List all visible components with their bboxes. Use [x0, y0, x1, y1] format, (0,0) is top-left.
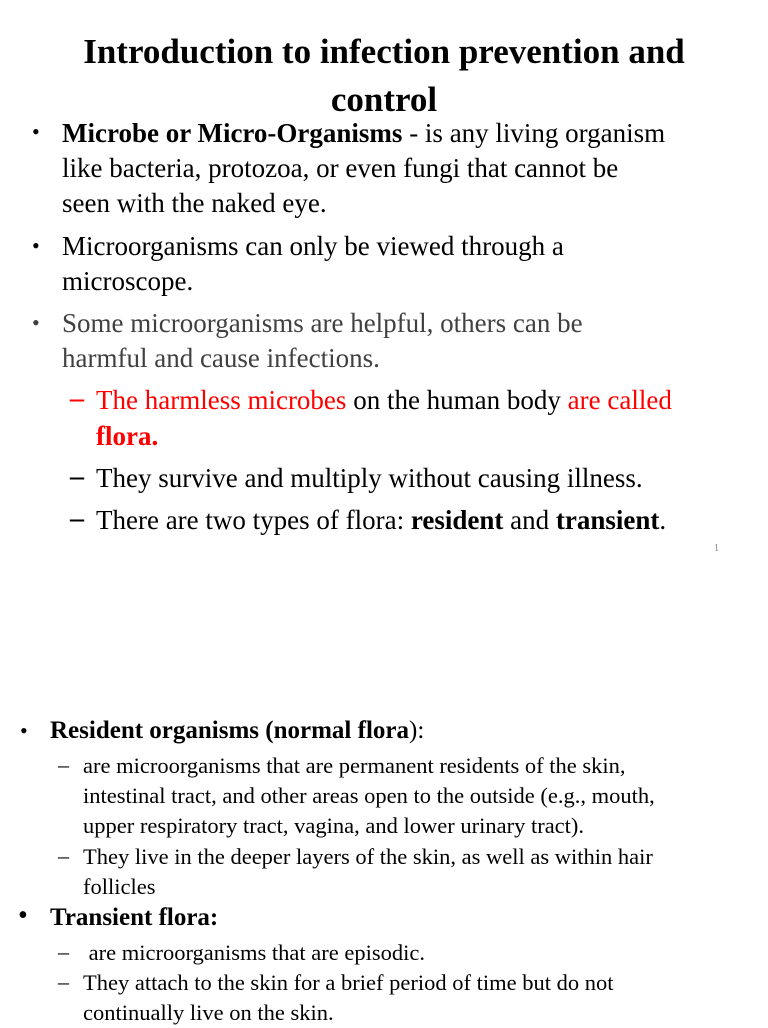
- period-text: .: [659, 505, 667, 535]
- transient-item-1: are microorganisms that are episodic.: [83, 940, 425, 965]
- dash-icon: –: [58, 752, 69, 777]
- heading-close: ):: [409, 717, 425, 744]
- sub-2-text: They survive and multiply without causing illness.: [96, 463, 643, 493]
- bullet-3-line-1: Some microorganisms are helpful, others can be: [62, 308, 583, 338]
- resident-item-1-line-1: are microorganisms that are permanent residents of the skin,: [83, 753, 626, 778]
- dash-icon: –: [58, 843, 69, 868]
- flora-term: flora.: [96, 421, 159, 451]
- transient-item-2-line-2: continually live on the skin.: [83, 1000, 334, 1025]
- resident-item-1-line-2: intestinal tract, and other areas open to the outside (e.g., mouth,: [83, 783, 655, 808]
- transient-flora-heading: Transient flora:: [50, 904, 219, 931]
- sub-1-text: on the human body: [346, 385, 568, 415]
- dash-icon: –: [70, 503, 84, 534]
- resident-organisms-heading: [50, 717, 424, 745]
- resident-item-2-line-1: They live in the deeper layers of the skin, as well as within hair: [83, 844, 653, 869]
- bullet-icon: •: [32, 119, 40, 144]
- dash-icon: –: [70, 461, 84, 492]
- page-number: 1: [714, 543, 719, 554]
- harmless-microbes-text: The harmless microbes: [96, 385, 347, 415]
- term-microbe: Microbe or Micro-Organisms: [62, 118, 403, 148]
- resident-item-1-line-3: upper respiratory tract, vagina, and lower urinary tract).: [83, 813, 585, 838]
- are-called-text: are called: [567, 385, 672, 415]
- sub-3-line: [96, 503, 666, 539]
- bullet-1-text: - is any living organism: [402, 118, 666, 148]
- sub-3-text: There are two types of flora:: [96, 505, 411, 535]
- bullet-2-line-2: microscope.: [62, 266, 194, 296]
- bullet-1-line-1: [62, 116, 665, 152]
- bullet-1-line-3: seen with the naked eye.: [62, 188, 327, 218]
- bullet-1-line-2: like bacteria, protozoa, or even fungi that cannot be: [62, 153, 619, 183]
- dash-icon: –: [58, 939, 69, 964]
- and-text: and: [503, 505, 556, 535]
- bullet-3-line-2: harmful and cause infections.: [62, 343, 380, 373]
- transient-item-2-line-1: They attach to the skin for a brief period of time but do not: [83, 970, 614, 995]
- heading-text: Resident organisms (normal flora: [50, 717, 409, 744]
- sub-1-line-1: [96, 383, 672, 419]
- dash-icon: –: [70, 383, 84, 414]
- resident-item-2-line-2: follicles: [83, 874, 156, 899]
- bullet-2-line-1: Microorganisms can only be viewed through a: [62, 231, 564, 261]
- bullet-icon: •: [18, 900, 28, 931]
- slide-2: [0, 712, 768, 1024]
- bullet-icon: •: [32, 310, 40, 335]
- dash-icon: –: [58, 969, 69, 994]
- bullet-icon: •: [32, 233, 40, 258]
- bullet-icon: •: [20, 718, 28, 743]
- resident-term: resident: [410, 505, 504, 535]
- transient-term: transient: [555, 505, 660, 535]
- slide-title: Introduction to infection prevention and control: [83, 32, 685, 119]
